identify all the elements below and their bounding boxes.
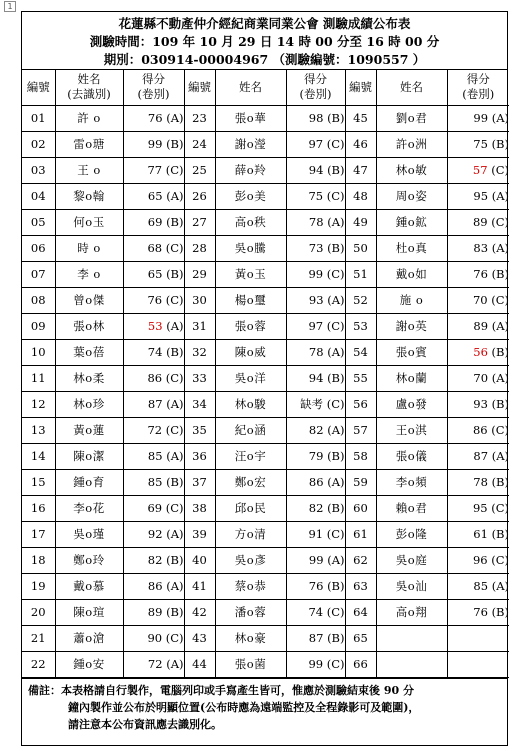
examinee-name: 謝o瀅 bbox=[215, 131, 286, 157]
score-cell: 76 (B) bbox=[447, 261, 509, 287]
score-cell: 76 (B) bbox=[447, 599, 509, 625]
entry-number: 12 bbox=[22, 391, 55, 417]
score-cell: 87 (A) bbox=[123, 391, 184, 417]
entry-number: 37 bbox=[184, 469, 215, 495]
entry-number: 40 bbox=[184, 547, 215, 573]
score-cell: 78 (B) bbox=[447, 469, 509, 495]
score-cell: 72 (C) bbox=[123, 417, 184, 443]
entry-number: 06 bbox=[22, 235, 55, 261]
score-cell: 87 (A) bbox=[447, 443, 509, 469]
score-cell: 91 (C) bbox=[286, 521, 345, 547]
entry-number: 61 bbox=[345, 521, 376, 547]
entry-number: 20 bbox=[22, 599, 55, 625]
footer-line-1: 備註：本表格請自行製作，電腦列印或手寫產生皆可，惟應於測驗結束後 90 分 bbox=[28, 683, 414, 697]
score-cell: 98 (B) bbox=[286, 105, 345, 131]
examinee-name: 葉o蓓 bbox=[55, 339, 123, 365]
entry-number: 53 bbox=[345, 313, 376, 339]
examinee-name: 賴o君 bbox=[376, 495, 447, 521]
footer-note bbox=[22, 678, 507, 735]
examinee-name: 李o頻 bbox=[376, 469, 447, 495]
score-cell: 86 (C) bbox=[447, 417, 509, 443]
examinee-name: 戴o慕 bbox=[55, 573, 123, 599]
entry-number: 18 bbox=[22, 547, 55, 573]
examinee-name: 吳o彥 bbox=[215, 547, 286, 573]
col-header-no: 編號 bbox=[22, 70, 55, 105]
score-cell: 78 (A) bbox=[286, 339, 345, 365]
col-header-no: 編號 bbox=[184, 70, 215, 105]
col-header-score: 得分 (卷別) bbox=[447, 70, 509, 105]
table-row bbox=[22, 105, 509, 131]
examinee-name: 李 o bbox=[55, 261, 123, 287]
entry-number: 49 bbox=[345, 209, 376, 235]
score-cell: 56 (B) bbox=[447, 339, 509, 365]
table-row bbox=[22, 443, 509, 469]
entry-number: 38 bbox=[184, 495, 215, 521]
entry-number: 16 bbox=[22, 495, 55, 521]
entry-number: 02 bbox=[22, 131, 55, 157]
entry-number: 26 bbox=[184, 183, 215, 209]
entry-number: 66 bbox=[345, 651, 376, 677]
score-cell: 82 (B) bbox=[286, 495, 345, 521]
score-cell: 79 (B) bbox=[286, 443, 345, 469]
entry-number: 09 bbox=[22, 313, 55, 339]
entry-number: 15 bbox=[22, 469, 55, 495]
entry-number: 29 bbox=[184, 261, 215, 287]
score-cell: 89 (C) bbox=[447, 209, 509, 235]
score-cell: 93 (A) bbox=[286, 287, 345, 313]
examinee-name: 張o蓉 bbox=[215, 313, 286, 339]
page-marker: 1 bbox=[4, 1, 16, 12]
entry-number: 65 bbox=[345, 625, 376, 651]
entry-number: 62 bbox=[345, 547, 376, 573]
examinee-name: 張o儀 bbox=[376, 443, 447, 469]
examinee-name: 陳o瑄 bbox=[55, 599, 123, 625]
score-cell: 97 (C) bbox=[286, 313, 345, 339]
examinee-name: 方o清 bbox=[215, 521, 286, 547]
score-cell: 99 (B) bbox=[123, 131, 184, 157]
examinee-name: 王o淇 bbox=[376, 417, 447, 443]
score-cell: 76 (A) bbox=[123, 105, 184, 131]
examinee-name: 林o柔 bbox=[55, 365, 123, 391]
col-header-name: 姓名 bbox=[376, 70, 447, 105]
entry-number: 64 bbox=[345, 599, 376, 625]
examinee-name: 周o姿 bbox=[376, 183, 447, 209]
score-cell: 95 (A) bbox=[447, 183, 509, 209]
entry-number: 58 bbox=[345, 443, 376, 469]
examinee-name: 林o敏 bbox=[376, 157, 447, 183]
examinee-name: 鍾o育 bbox=[55, 469, 123, 495]
examinee-name: 黃o蓮 bbox=[55, 417, 123, 443]
examinee-name: 蔡o恭 bbox=[215, 573, 286, 599]
examinee-name: 張o菌 bbox=[215, 651, 286, 677]
examinee-name: 黃o玉 bbox=[215, 261, 286, 287]
table-row bbox=[22, 261, 509, 287]
entry-number: 14 bbox=[22, 443, 55, 469]
examinee-name: 邱o民 bbox=[215, 495, 286, 521]
score-sheet bbox=[21, 11, 508, 746]
table-row bbox=[22, 287, 509, 313]
entry-number: 03 bbox=[22, 157, 55, 183]
entry-number: 24 bbox=[184, 131, 215, 157]
table-row bbox=[22, 599, 509, 625]
score-cell: 85 (A) bbox=[123, 443, 184, 469]
exam-time: 測驗時間：109 年 10 月 29 日 14 時 00 分至 16 時 00 分 bbox=[89, 33, 440, 49]
score-cell: 69 (C) bbox=[123, 495, 184, 521]
examinee-name: 劉o君 bbox=[376, 105, 447, 131]
score-cell: 65 (B) bbox=[123, 261, 184, 287]
examinee-name: 許 o bbox=[55, 105, 123, 131]
score-cell: 90 (C) bbox=[123, 625, 184, 651]
score-cell: 75 (B) bbox=[447, 131, 509, 157]
entry-number: 54 bbox=[345, 339, 376, 365]
entry-number: 52 bbox=[345, 287, 376, 313]
score-cell: 97 (C) bbox=[286, 131, 345, 157]
score-cell: 86 (A) bbox=[123, 573, 184, 599]
examinee-name: 吳o洋 bbox=[215, 365, 286, 391]
score-cell: 85 (A) bbox=[447, 573, 509, 599]
table-row bbox=[22, 417, 509, 443]
sheet-header bbox=[22, 12, 507, 70]
score-cell: 96 (C) bbox=[447, 547, 509, 573]
entry-number: 01 bbox=[22, 105, 55, 131]
entry-number: 57 bbox=[345, 417, 376, 443]
col-header-name: 姓名 (去識別) bbox=[55, 70, 123, 105]
entry-number: 21 bbox=[22, 625, 55, 651]
table-row bbox=[22, 365, 509, 391]
entry-number: 17 bbox=[22, 521, 55, 547]
col-header-score: 得分 (卷別) bbox=[286, 70, 345, 105]
col-header-no: 編號 bbox=[345, 70, 376, 105]
entry-number: 50 bbox=[345, 235, 376, 261]
score-cell: 70 (A) bbox=[447, 365, 509, 391]
examinee-name: 戴o如 bbox=[376, 261, 447, 287]
score-cell: 82 (B) bbox=[123, 547, 184, 573]
score-cell: 85 (B) bbox=[123, 469, 184, 495]
examinee-name: 吳o瑾 bbox=[55, 521, 123, 547]
examinee-name: 李o花 bbox=[55, 495, 123, 521]
score-cell: 93 (B) bbox=[447, 391, 509, 417]
col-header-name: 姓名 bbox=[215, 70, 286, 105]
score-table bbox=[22, 70, 509, 678]
score-cell: 94 (B) bbox=[286, 157, 345, 183]
entry-number: 23 bbox=[184, 105, 215, 131]
entry-number: 27 bbox=[184, 209, 215, 235]
entry-number: 31 bbox=[184, 313, 215, 339]
exam-period: 期別：030914-00004967 （測驗編號：1090557 ） bbox=[103, 51, 426, 67]
score-cell bbox=[447, 625, 509, 651]
examinee-name: 彭o隆 bbox=[376, 521, 447, 547]
entry-number: 44 bbox=[184, 651, 215, 677]
examinee-name: 林o蘭 bbox=[376, 365, 447, 391]
examinee-name: 汪o宇 bbox=[215, 443, 286, 469]
score-cell: 82 (A) bbox=[286, 417, 345, 443]
score-cell: 89 (A) bbox=[447, 313, 509, 339]
entry-number: 51 bbox=[345, 261, 376, 287]
table-row bbox=[22, 547, 509, 573]
examinee-name: 鍾o鉱 bbox=[376, 209, 447, 235]
examinee-name: 陳o威 bbox=[215, 339, 286, 365]
table-row bbox=[22, 391, 509, 417]
examinee-name: 雷o瑭 bbox=[55, 131, 123, 157]
table-row bbox=[22, 209, 509, 235]
score-cell: 87 (B) bbox=[286, 625, 345, 651]
entry-number: 36 bbox=[184, 443, 215, 469]
entry-number: 48 bbox=[345, 183, 376, 209]
entry-number: 35 bbox=[184, 417, 215, 443]
score-cell: 99 (C) bbox=[286, 651, 345, 677]
examinee-name: 時 o bbox=[55, 235, 123, 261]
entry-number: 05 bbox=[22, 209, 55, 235]
score-cell: 65 (A) bbox=[123, 183, 184, 209]
examinee-name: 謝o英 bbox=[376, 313, 447, 339]
examinee-name bbox=[376, 651, 447, 677]
score-cell: 74 (B) bbox=[123, 339, 184, 365]
examinee-name: 施 o bbox=[376, 287, 447, 313]
entry-number: 30 bbox=[184, 287, 215, 313]
entry-number: 19 bbox=[22, 573, 55, 599]
examinee-name: 高o翔 bbox=[376, 599, 447, 625]
table-row bbox=[22, 313, 509, 339]
header-row bbox=[22, 70, 509, 105]
score-cell: 99 (A) bbox=[447, 105, 509, 131]
examinee-name bbox=[376, 625, 447, 651]
entry-number: 22 bbox=[22, 651, 55, 677]
entry-number: 11 bbox=[22, 365, 55, 391]
entry-number: 08 bbox=[22, 287, 55, 313]
table-row bbox=[22, 469, 509, 495]
examinee-name: 鄭o玲 bbox=[55, 547, 123, 573]
score-cell: 75 (C) bbox=[286, 183, 345, 209]
table-row bbox=[22, 339, 509, 365]
score-cell: 94 (B) bbox=[286, 365, 345, 391]
examinee-name: 薛o羚 bbox=[215, 157, 286, 183]
examinee-name: 王 o bbox=[55, 157, 123, 183]
entry-number: 39 bbox=[184, 521, 215, 547]
table-row bbox=[22, 625, 509, 651]
examinee-name: 張o賓 bbox=[376, 339, 447, 365]
examinee-name: 紀o涵 bbox=[215, 417, 286, 443]
entry-number: 28 bbox=[184, 235, 215, 261]
examinee-name: 何o玉 bbox=[55, 209, 123, 235]
examinee-name: 林o豪 bbox=[215, 625, 286, 651]
entry-number: 45 bbox=[345, 105, 376, 131]
score-cell: 76 (C) bbox=[123, 287, 184, 313]
examinee-name: 潘o蓉 bbox=[215, 599, 286, 625]
entry-number: 25 bbox=[184, 157, 215, 183]
examinee-name: 許o洲 bbox=[376, 131, 447, 157]
entry-number: 41 bbox=[184, 573, 215, 599]
entry-number: 43 bbox=[184, 625, 215, 651]
score-cell: 99 (C) bbox=[286, 261, 345, 287]
examinee-name: 杜o真 bbox=[376, 235, 447, 261]
examinee-name: 吳o庭 bbox=[376, 547, 447, 573]
examinee-name: 陳o潔 bbox=[55, 443, 123, 469]
score-cell: 缺考 (C) bbox=[286, 391, 345, 417]
examinee-name: 林o珍 bbox=[55, 391, 123, 417]
score-cell: 83 (A) bbox=[447, 235, 509, 261]
entry-number: 59 bbox=[345, 469, 376, 495]
score-cell: 73 (B) bbox=[286, 235, 345, 261]
table-row bbox=[22, 235, 509, 261]
entry-number: 32 bbox=[184, 339, 215, 365]
entry-number: 42 bbox=[184, 599, 215, 625]
score-cell: 86 (A) bbox=[286, 469, 345, 495]
table-row bbox=[22, 183, 509, 209]
score-cell: 76 (B) bbox=[286, 573, 345, 599]
entry-number: 63 bbox=[345, 573, 376, 599]
table-row bbox=[22, 131, 509, 157]
score-cell: 92 (A) bbox=[123, 521, 184, 547]
score-cell: 70 (C) bbox=[447, 287, 509, 313]
score-cell: 95 (C) bbox=[447, 495, 509, 521]
footer-line-2: 鐘內製作並公布於明顯位置(公布時應為遠端監控及全程錄影可及範圍)， bbox=[68, 700, 420, 714]
entry-number: 47 bbox=[345, 157, 376, 183]
examinee-name: 吳o騰 bbox=[215, 235, 286, 261]
entry-number: 60 bbox=[345, 495, 376, 521]
entry-number: 56 bbox=[345, 391, 376, 417]
entry-number: 34 bbox=[184, 391, 215, 417]
examinee-name: 吳o汕 bbox=[376, 573, 447, 599]
entry-number: 10 bbox=[22, 339, 55, 365]
score-cell: 86 (C) bbox=[123, 365, 184, 391]
examinee-name: 張o林 bbox=[55, 313, 123, 339]
examinee-name: 楊o璽 bbox=[215, 287, 286, 313]
examinee-name: 高o秩 bbox=[215, 209, 286, 235]
examinee-name: 曾o傑 bbox=[55, 287, 123, 313]
score-cell: 53 (A) bbox=[123, 313, 184, 339]
score-table-body bbox=[22, 105, 509, 677]
score-cell: 99 (A) bbox=[286, 547, 345, 573]
examinee-name: 張o華 bbox=[215, 105, 286, 131]
entry-number: 46 bbox=[345, 131, 376, 157]
table-row bbox=[22, 495, 509, 521]
score-cell: 69 (B) bbox=[123, 209, 184, 235]
sheet-title: 花蓮縣不動產仲介經紀商業同業公會 測驗成績公布表 bbox=[118, 15, 411, 31]
examinee-name: 鄭o宏 bbox=[215, 469, 286, 495]
examinee-name: 黎o翰 bbox=[55, 183, 123, 209]
examinee-name: 彭o美 bbox=[215, 183, 286, 209]
entry-number: 13 bbox=[22, 417, 55, 443]
entry-number: 04 bbox=[22, 183, 55, 209]
score-cell: 68 (C) bbox=[123, 235, 184, 261]
table-row bbox=[22, 573, 509, 599]
col-header-score: 得分 (卷別) bbox=[123, 70, 184, 105]
examinee-name: 蕭o滄 bbox=[55, 625, 123, 651]
table-row bbox=[22, 157, 509, 183]
score-cell: 77 (C) bbox=[123, 157, 184, 183]
table-row bbox=[22, 521, 509, 547]
score-cell bbox=[447, 651, 509, 677]
score-cell: 72 (A) bbox=[123, 651, 184, 677]
table-row bbox=[22, 651, 509, 677]
score-cell: 57 (C) bbox=[447, 157, 509, 183]
footer-line-3: 請注意本公布資訊應去識別化。 bbox=[68, 717, 222, 731]
score-cell: 74 (C) bbox=[286, 599, 345, 625]
entry-number: 55 bbox=[345, 365, 376, 391]
examinee-name: 盧o發 bbox=[376, 391, 447, 417]
examinee-name: 鍾o安 bbox=[55, 651, 123, 677]
examinee-name: 林o駿 bbox=[215, 391, 286, 417]
entry-number: 07 bbox=[22, 261, 55, 287]
score-cell: 78 (A) bbox=[286, 209, 345, 235]
entry-number: 33 bbox=[184, 365, 215, 391]
score-cell: 61 (B) bbox=[447, 521, 509, 547]
score-cell: 89 (B) bbox=[123, 599, 184, 625]
